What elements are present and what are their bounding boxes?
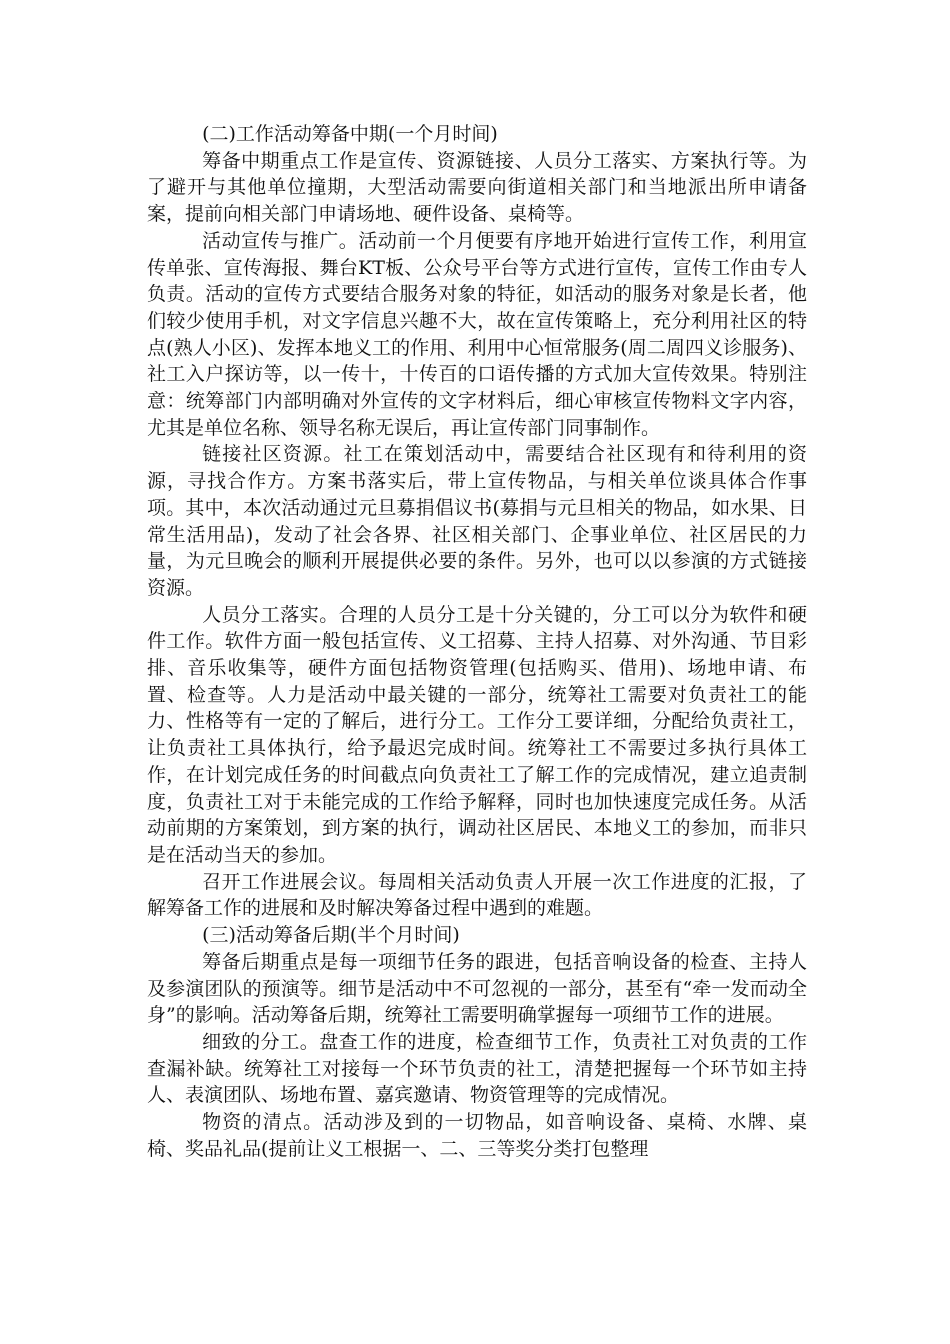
paragraph-inventory-check: 物资的清点。活动涉及到的一切物品，如音响设备、桌椅、水牌、桌椅、奖品礼品(提前让义工根据一、二、三等奖分类打包整理 — [147, 1111, 807, 1160]
paragraph-mid-stage-overview: 筹备中期重点工作是宣传、资源链接、人员分工落实、方案执行等。为了避开与其他单位撞期，大型活动需要向街道相关部门和当地派出所申请备案，提前向相关部门申请场地、硬件设备、桌椅等。 — [147, 149, 807, 226]
section-heading-mid-stage: (二)工作活动筹备中期(一个月时间) — [202, 123, 498, 145]
section-heading-late-stage: (三)活动筹备后期(半个月时间) — [202, 924, 460, 947]
document-page — [147, 121, 807, 1162]
paragraph-late-stage-overview: 筹备后期重点是每一项细节任务的跟进，包括音响设备的检查、主持人及参演团队的预演等。细节是活动中不可忽视的一部分，甚至有“牵一发而动全身”的影响。活动筹备后期，统筹社工需要明确掌握每一项细节工作的进展。 — [147, 950, 807, 1027]
paragraph-staff-assignment: 人员分工落实。合理的人员分工是十分关键的，分工可以分为软件和硬件工作。软件方面一般包括宣传、义工招募、主持人招募、对外沟通、节目彩排、音乐收集等，硬件方面包括物资管理(包括购买、借用)、场地申请、布置、检查等。人力是活动中最关键的一部分，统筹社工需要对负责社工的能力、性格等有一定的了解后，进行分工。工作分工要详细，分配给负责社工，让负责社工具体执行，给予最迟完成时间。统筹社工不需要过多执行具体工作，在计划完成任务的时间截点向负责社工了解工作的完成情况，建立追责制度，负责社工对于未能完成的工作给予解释，同时也加快速度完成任务。从活动前期的方案策划，到方案的执行，调动社区居民、本地义工的参加，而非只是在活动当天的参加。 — [147, 603, 807, 866]
paragraph-community-resources: 链接社区资源。社工在策划活动中，需要结合社区现有和待利用的资源，寻找合作方。方案书落实后，带上宣传物品，与相关单位谈具体合作事项。其中，本次活动通过元旦募捐倡议书(募捐与元旦相关的物品，如水果、日常生活用品)，发动了社会各界、社区相关部门、企事业单位、社区居民的力量，为元旦晚会的顺利开展提供必要的条件。另外，也可以以参演的方式链接资源。 — [147, 443, 807, 599]
paragraph-detailed-division: 细致的分工。盘查工作的进度，检查细节工作，负责社工对负责的工作查漏补缺。统筹社工对接每一个环节负责的社工，清楚把握每一个环节如主持人、表演团队、场地布置、嘉宾邀请、物资管理等的完成情况。 — [147, 1030, 807, 1107]
paragraph-publicity: 活动宣传与推广。活动前一个月便要有序地开始进行宣传工作，利用宣传单张、宣传海报、舞台KT板、公众号平台等方式进行宣传，宣传工作由专人负责。活动的宣传方式要结合服务对象的特征，如活动的服务对象是长者，他们较少使用手机，对文字信息兴趣不大，故在宣传策略上，充分利用社区的特点(熟人小区)、发挥本地义工的作用、利用中心恒常服务(周二周四义诊服务)、社工入户探访等，以一传十，十传百的口语传播的方式加大宣传效果。特别注意：统筹部门内部明确对外宣传的文字材料后，细心审核宣传物料文字内容，尤其是单位名称、领导名称无误后，再让宣传部门同事制作。 — [147, 229, 807, 439]
paragraph-progress-meeting: 召开工作进展会议。每周相关活动负责人开展一次工作进度的汇报，了解筹备工作的进展和及时解决筹备过程中遇到的难题。 — [147, 870, 807, 920]
